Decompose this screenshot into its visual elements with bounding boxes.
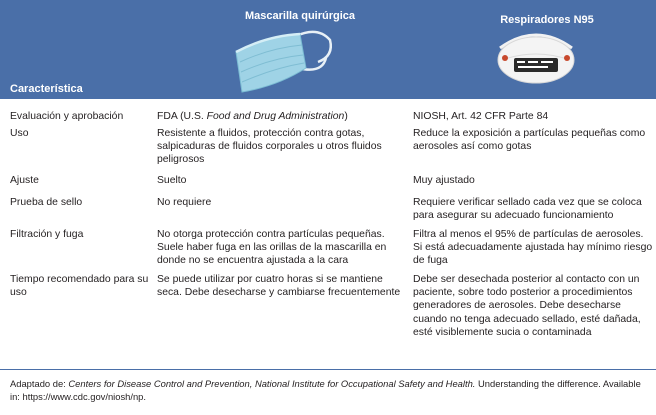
column-header-n95: Respiradores N95 — [500, 14, 594, 26]
n95-respirator-image — [492, 28, 580, 86]
mask-cell: No otorga protección contra partículas pequeñas. Suele haber fuga en las orillas de la mascarilla en donde no se encuentra ajustada a la cara — [157, 229, 387, 267]
mask-cell: No requiere — [157, 197, 212, 208]
row-label: Ajuste — [10, 175, 39, 186]
n95-cell: Requiere verificar sellado cada vez que se coloca para asegurar su adecuado funcionamiento — [413, 197, 642, 222]
row-label: Uso — [10, 128, 29, 139]
row-label: Tiempo recomendado para su uso — [10, 274, 149, 299]
row-label: Evaluación y aprobación — [10, 111, 124, 122]
source-note: Adaptado de: Centers for Disease Control and Prevention, National Institute for Occupational Safety and Health. Understanding the difference. Available in: https://www.cdc.gov/niosh/np. — [10, 378, 641, 402]
table-row — [0, 169, 656, 190]
mask-cell: Resistente a fluidos, protección contra gotas, salpicaduras de fluidos corporales u otros fluidos peligrosos — [157, 128, 382, 166]
footer-divider — [0, 369, 656, 370]
table-header — [0, 0, 656, 99]
table-row — [0, 190, 656, 222]
surgical-mask-image — [226, 22, 338, 98]
table-row — [0, 120, 656, 169]
row-label: Filtración y fuga — [10, 229, 84, 240]
table-row — [0, 218, 656, 269]
column-header-characteristic: Característica — [10, 83, 83, 95]
n95-cell: Debe ser desechada posterior al contacto con un paciente, sobre todo posterior a procedimientos generadores de aerosoles. Debe desecharse cuando no tenga adecuado sellado, esté dañada, esté visiblemente sucia o contaminada — [413, 274, 641, 338]
table-row — [0, 99, 656, 120]
n95-cell: Filtra al menos el 95% de partículas de aerosoles. Si está adecuadamente ajustada hay mínimo riesgo de fuga — [413, 229, 653, 267]
n95-cell: NIOSH, Art. 42 CFR Parte 84 — [413, 111, 549, 122]
mask-cell: FDA (U.S. Food and Drug Administration) — [157, 111, 348, 122]
table-body — [0, 99, 656, 361]
table-row — [0, 269, 656, 361]
mask-cell: Suelto — [157, 175, 187, 186]
n95-cell: Reduce la exposición a partículas pequeñas como aerosoles así como gotas — [413, 128, 646, 153]
row-label: Prueba de sello — [10, 197, 83, 208]
mask-cell: Se puede utilizar por cuatro horas si se mantiene seca. Debe desecharse y cambiarse frecuentemente — [157, 274, 401, 299]
column-header-mask: Mascarilla quirúrgica — [244, 10, 356, 22]
n95-cell: Muy ajustado — [413, 175, 475, 186]
